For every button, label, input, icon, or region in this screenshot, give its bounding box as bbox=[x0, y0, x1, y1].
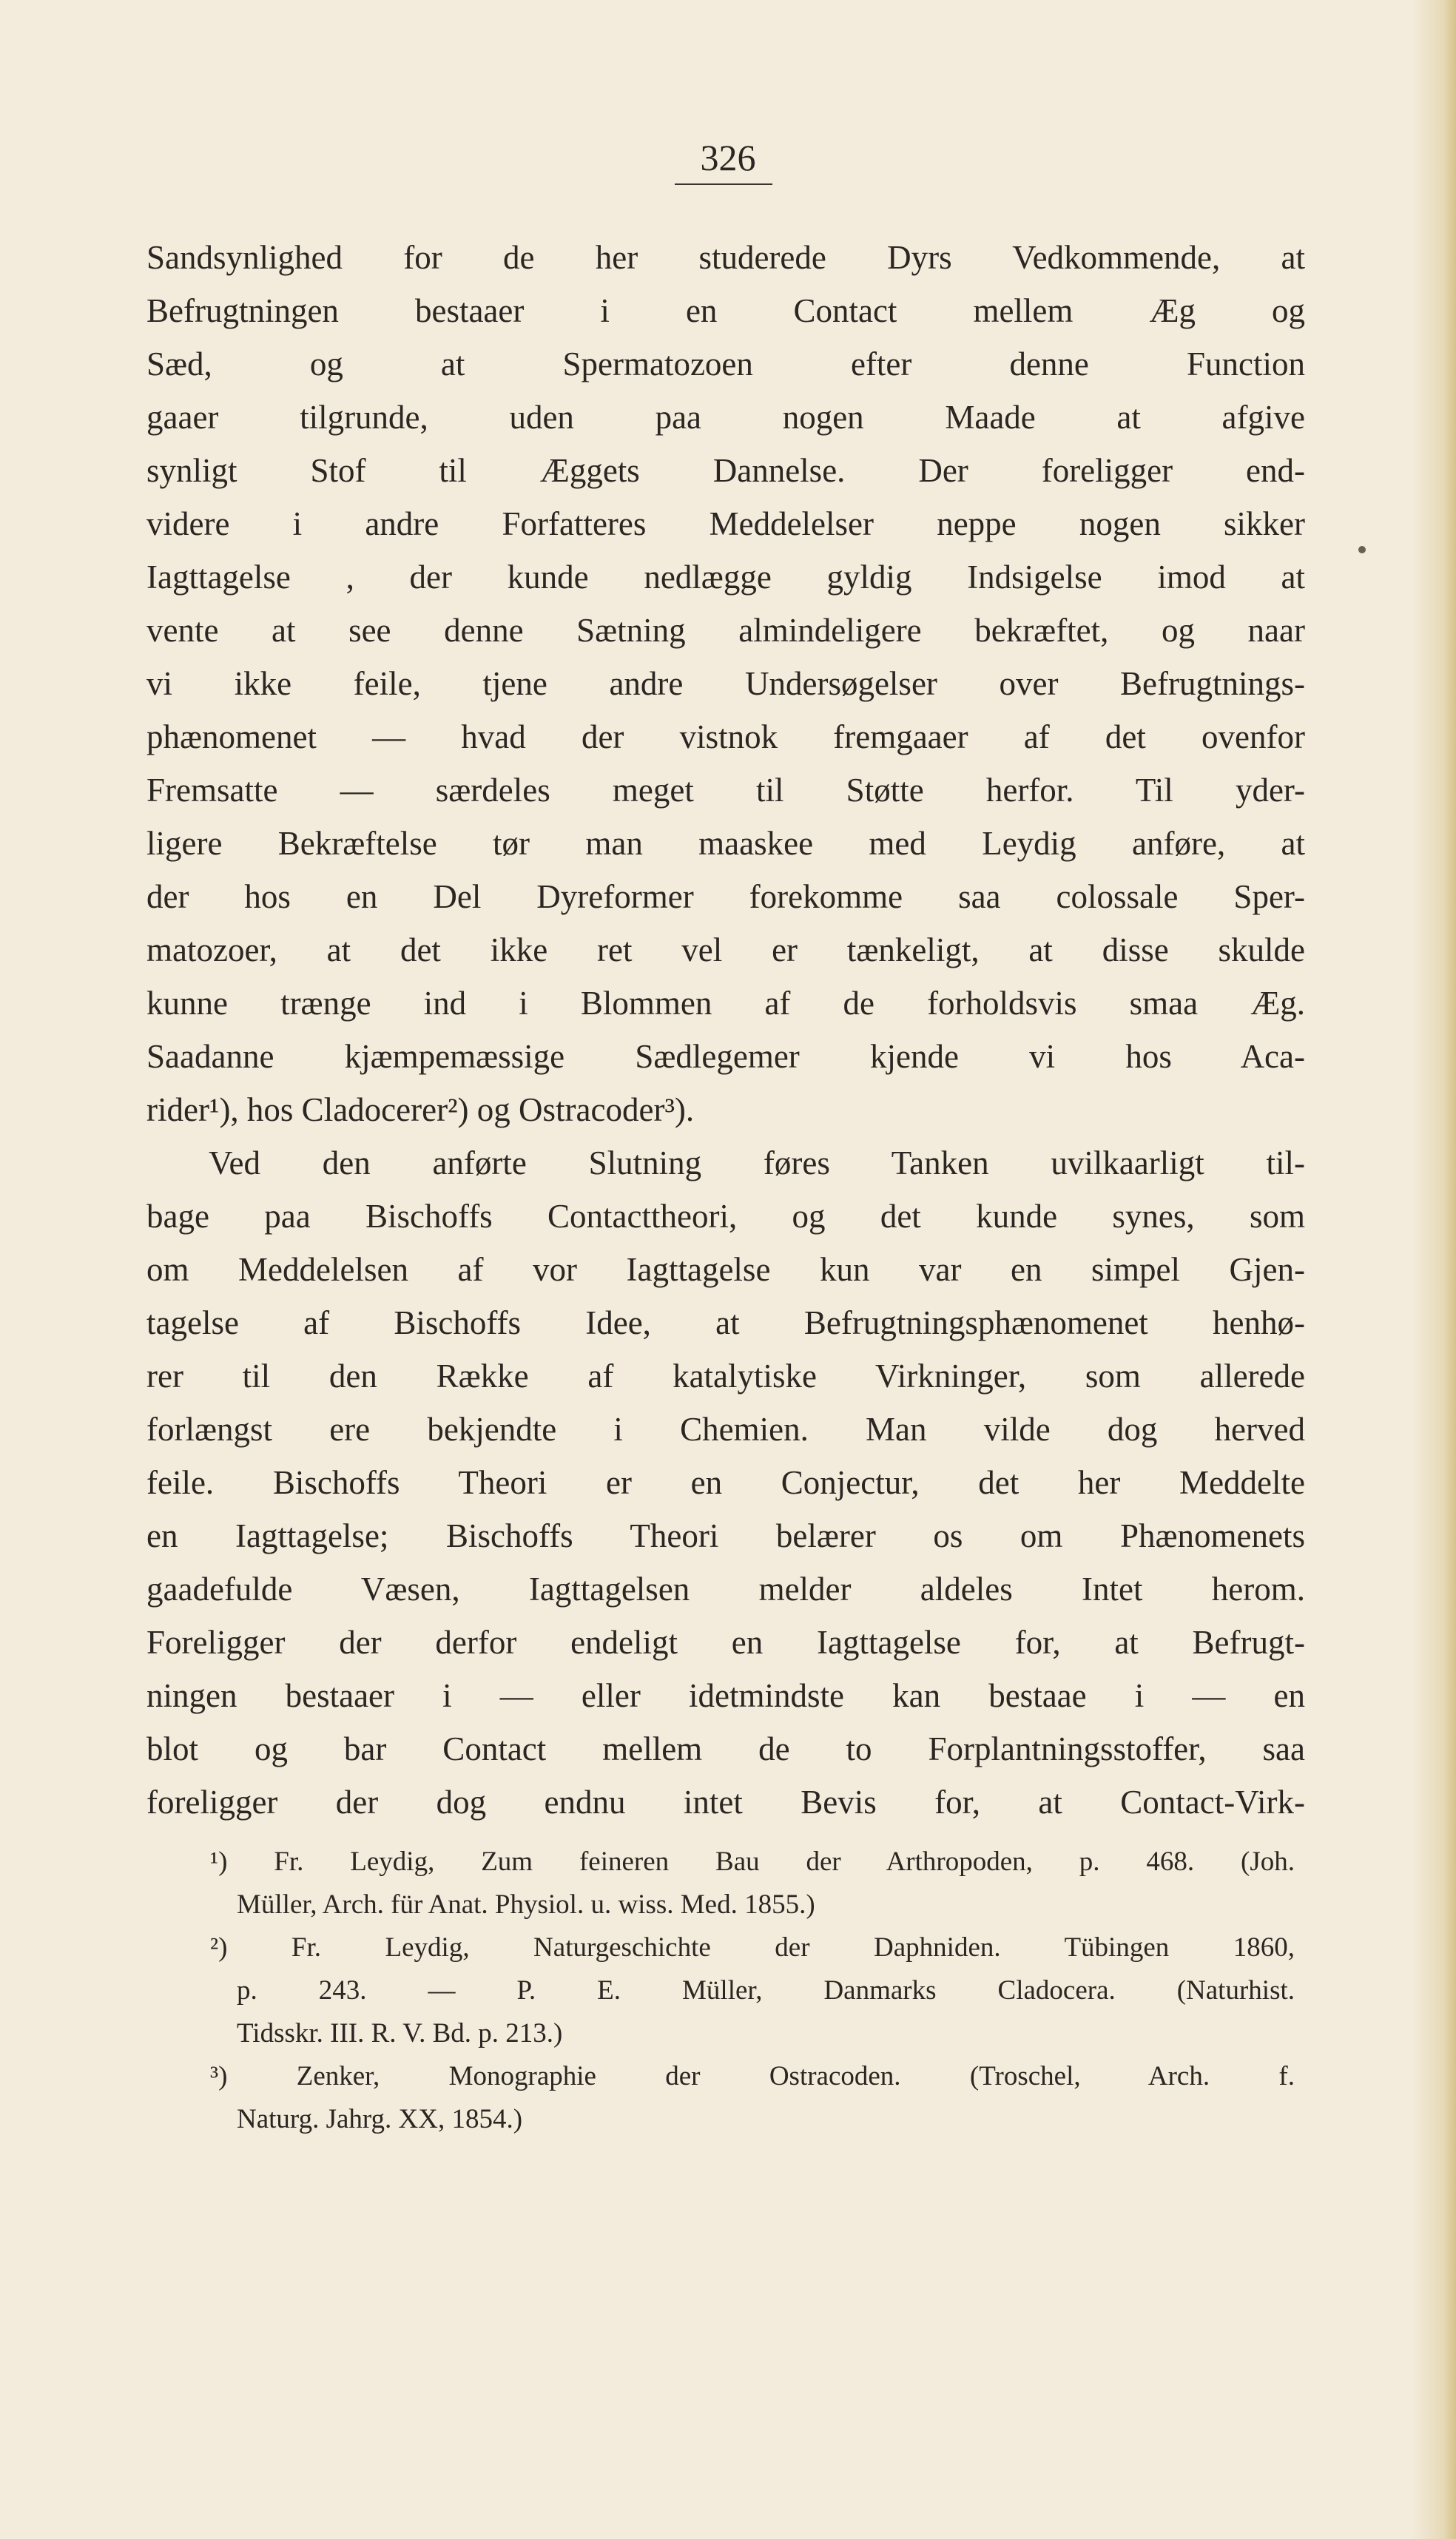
text-line: ligere Bekræftelse tør man maaskee med Leydig anføre, at bbox=[146, 825, 1305, 862]
text-line: videre i andre Forfatteres Meddelelser neppe nogen sikker bbox=[146, 505, 1305, 542]
text-line: Ved den anførte Slutning føres Tanken uvilkaarligt til- bbox=[209, 1144, 1305, 1181]
text-line: Foreligger der derfor endeligt en Iagttagelse for, at Befrugt- bbox=[146, 1624, 1305, 1661]
text-line: gaaer tilgrunde, uden paa nogen Maade at afgive bbox=[146, 399, 1305, 436]
text-line: ningen bestaaer i — eller idetmindste kan bestaae i — en bbox=[146, 1677, 1305, 1714]
text-line: matozoer, at det ikke ret vel er tænkeligt, at disse skulde bbox=[146, 931, 1305, 968]
text-line: gaadefulde Væsen, Iagttagelsen melder aldeles Intet herom. bbox=[146, 1571, 1305, 1608]
paper-speck bbox=[1358, 546, 1366, 553]
footnote-line: Müller, Arch. für Anat. Physiol. u. wiss. Med. 1855.) bbox=[237, 1889, 815, 1920]
text-line: feile. Bischoffs Theori er en Conjectur, det her Meddelte bbox=[146, 1464, 1305, 1501]
text-line: bage paa Bischoffs Contacttheori, og det kunde synes, som bbox=[146, 1198, 1305, 1235]
text-line: kunne trænge ind i Blommen af de forholdsvis smaa Æg. bbox=[146, 985, 1305, 1022]
footnote-line: ²) Fr. Leydig, Naturgeschichte der Daphniden. Tübingen 1860, bbox=[210, 1932, 1295, 1963]
page-edge-shadow bbox=[1412, 0, 1456, 2539]
footnote-line: Naturg. Jahrg. XX, 1854.) bbox=[237, 2104, 523, 2134]
page-number: 326 bbox=[700, 137, 756, 178]
text-line: Fremsatte — særdeles meget til Støtte herfor. Til yder- bbox=[146, 772, 1305, 809]
footnotes bbox=[210, 1841, 1295, 2141]
text-line: synligt Stof til Æggets Dannelse. Der foreligger end- bbox=[146, 452, 1305, 489]
text-line: rer til den Række af katalytiske Virkninger, som allerede bbox=[146, 1358, 1305, 1395]
text-line: om Meddelelsen af vor Iagttagelse kun var en simpel Gjen- bbox=[146, 1251, 1305, 1288]
text-line: Befrugtningen bestaaer i en Contact mellem Æg og bbox=[146, 292, 1305, 329]
footnote-line: Tidsskr. III. R. V. Bd. p. 213.) bbox=[237, 2018, 563, 2049]
text-line: Saadanne kjæmpemæssige Sædlegemer kjende vi hos Aca- bbox=[146, 1038, 1305, 1075]
text-line: foreligger der dog endnu intet Bevis for, at Contact-Virk- bbox=[146, 1784, 1305, 1821]
footnote-line: p. 243. — P. E. Müller, Danmarks Cladocera. (Naturhist. bbox=[237, 1975, 1295, 2006]
text-line: phænomenet — hvad der vistnok fremgaaer af det ovenfor bbox=[146, 718, 1305, 755]
text-line: vi ikke feile, tjene andre Undersøgelser over Befrugtnings- bbox=[146, 665, 1305, 702]
text-line: blot og bar Contact mellem de to Forplantningsstoffer, saa bbox=[146, 1730, 1305, 1767]
footnote-line: ³) Zenker, Monographie der Ostracoden. (Troschel, Arch. f. bbox=[210, 2061, 1295, 2091]
text-line: en Iagttagelse; Bischoffs Theori belærer os om Phænomenets bbox=[146, 1517, 1305, 1554]
text-line: Iagttagelse , der kunde nedlægge gyldig Indsigelse imod at bbox=[146, 559, 1305, 596]
footnote-line: ¹) Fr. Leydig, Zum feineren Bau der Arthropoden, p. 468. (Joh. bbox=[210, 1847, 1295, 1877]
page-number-underline bbox=[675, 183, 772, 185]
body-text bbox=[146, 231, 1305, 1829]
text-line: der hos en Del Dyreformer forekomme saa colossale Sper- bbox=[146, 878, 1305, 915]
text-line: tagelse af Bischoffs Idee, at Befrugtningsphænomenet henhø- bbox=[146, 1304, 1305, 1341]
text-line: Sæd, og at Spermatozoen efter denne Function bbox=[146, 345, 1305, 382]
text-line: vente at see denne Sætning almindeligere bekræftet, og naar bbox=[146, 612, 1305, 649]
text-line: rider¹), hos Cladocerer²) og Ostracoder³). bbox=[146, 1091, 695, 1128]
text-line: forlængst ere bekjendte i Chemien. Man vilde dog herved bbox=[146, 1411, 1305, 1448]
text-line: Sandsynlighed for de her studerede Dyrs Vedkommende, at bbox=[146, 239, 1305, 276]
